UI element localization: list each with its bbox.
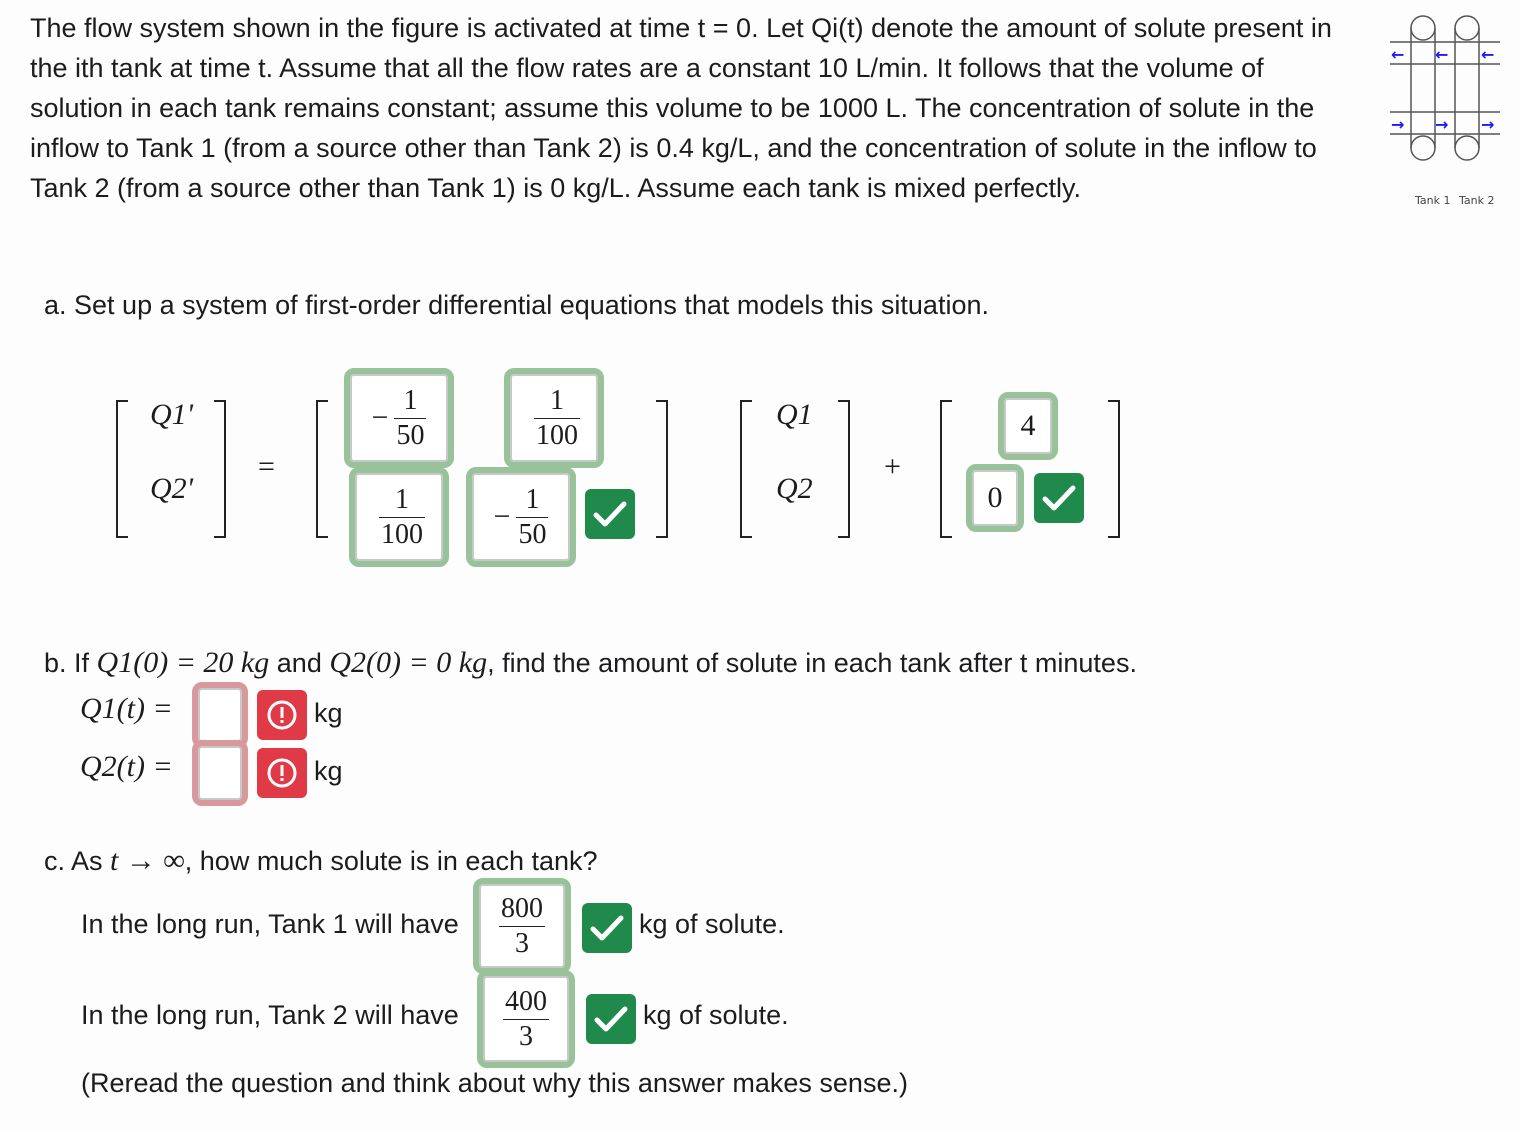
vector-q1: Q1 xyxy=(776,398,813,431)
plus-sign: + xyxy=(884,450,901,483)
arrow-right-icon: → xyxy=(1435,115,1449,134)
matrix-a22-input[interactable]: − $\frac{1}{50}$ xyxy=(472,473,570,561)
part-a-prompt: a. Set up a system of first-order differential equations that models this situation. xyxy=(44,290,989,320)
tank1-label: Tank 1 xyxy=(1415,194,1451,207)
part-c-prompt: c. As t → ∞, how much solute is in each tank? xyxy=(44,844,598,877)
q-bracket-left xyxy=(740,400,752,538)
problem-statement: The flow system shown in the figure is activated at time t = 0. Let Qi(t) denote the amount of solute present in the ith tank at time t. Assume that all the flow rates are a constant 10 L/min. It follows that the volume of solution in each tank remains constant; assume this volume to be 1000 L. The concentration of solute in the inflow to Tank 1 (from a source other than Tank 2) is 0.4 kg/L, and the concentration of solute in the inflow to Tank 2 (from a source other than Tank 1) is 0 kg/L. Assume each tank is mixed perfectly. xyxy=(30,13,1332,203)
q2-unit: kg xyxy=(314,756,343,786)
matrix-a21-input[interactable]: $\frac{1}{100}$ xyxy=(355,473,443,561)
q1-unit: kg xyxy=(314,698,343,728)
tank1-unit-text: kg of solute. xyxy=(639,909,785,939)
forcing-bracket-left xyxy=(940,400,952,538)
correct-check-icon xyxy=(586,994,636,1044)
q2-answer-input[interactable] xyxy=(198,746,242,800)
forcing-bracket-right xyxy=(1108,400,1120,538)
tank2-longrun-input[interactable]: $\frac{400}{3}$ xyxy=(483,976,569,1062)
tank2-unit-text: kg of solute. xyxy=(643,1000,789,1030)
lhs-q2-prime: Q2' xyxy=(150,472,194,505)
tank-outlines xyxy=(1390,16,1500,160)
arrow-left-icon: ← xyxy=(1391,45,1405,64)
matrix-bracket-right xyxy=(656,400,668,538)
forcing-f2-input[interactable]: 0 xyxy=(972,470,1018,526)
matrix-a12-input[interactable]: $\frac{1}{100}$ xyxy=(510,374,598,462)
arrow-left-icon: ← xyxy=(1435,45,1449,64)
error-alert-icon xyxy=(257,690,307,740)
correct-check-icon xyxy=(582,903,632,953)
matrix-a11-input[interactable]: − $\frac{1}{50}$ xyxy=(350,374,448,462)
correct-check-icon xyxy=(585,489,635,539)
reread-note: (Reread the question and think about why this answer makes sense.) xyxy=(81,1068,908,1098)
matrix-bracket-left xyxy=(316,400,328,538)
lhs-q1-prime: Q1' xyxy=(150,398,194,431)
lhs-bracket-right xyxy=(214,400,226,538)
equals-sign: = xyxy=(258,450,275,483)
q1-label: Q1(t) = xyxy=(80,692,173,725)
arrow-right-icon: → xyxy=(1391,115,1405,134)
tank2-longrun-text: In the long run, Tank 2 will have xyxy=(81,1000,459,1030)
q2-label: Q2(t) = xyxy=(80,750,173,783)
correct-check-icon xyxy=(1034,473,1084,523)
lhs-bracket-left xyxy=(116,400,128,538)
arrow-right-icon: → xyxy=(1481,115,1495,134)
arrow-left-icon: ← xyxy=(1481,45,1495,64)
error-alert-icon xyxy=(257,748,307,798)
tank2-label: Tank 2 xyxy=(1459,194,1495,207)
tank1-longrun-input[interactable]: $\frac{800}{3}$ xyxy=(479,884,565,968)
flow-diagram xyxy=(1385,12,1505,212)
tank1-longrun-text: In the long run, Tank 1 will have xyxy=(81,909,459,939)
q-bracket-right xyxy=(838,400,850,538)
vector-q2: Q2 xyxy=(776,472,813,505)
part-b-prompt: b. If Q1(0) = 20 kg and Q2(0) = 0 kg, find the amount of solute in each tank after t minutes. xyxy=(44,646,1137,679)
q1-answer-input[interactable] xyxy=(198,688,242,742)
forcing-f1-input[interactable]: 4 xyxy=(1004,398,1052,454)
